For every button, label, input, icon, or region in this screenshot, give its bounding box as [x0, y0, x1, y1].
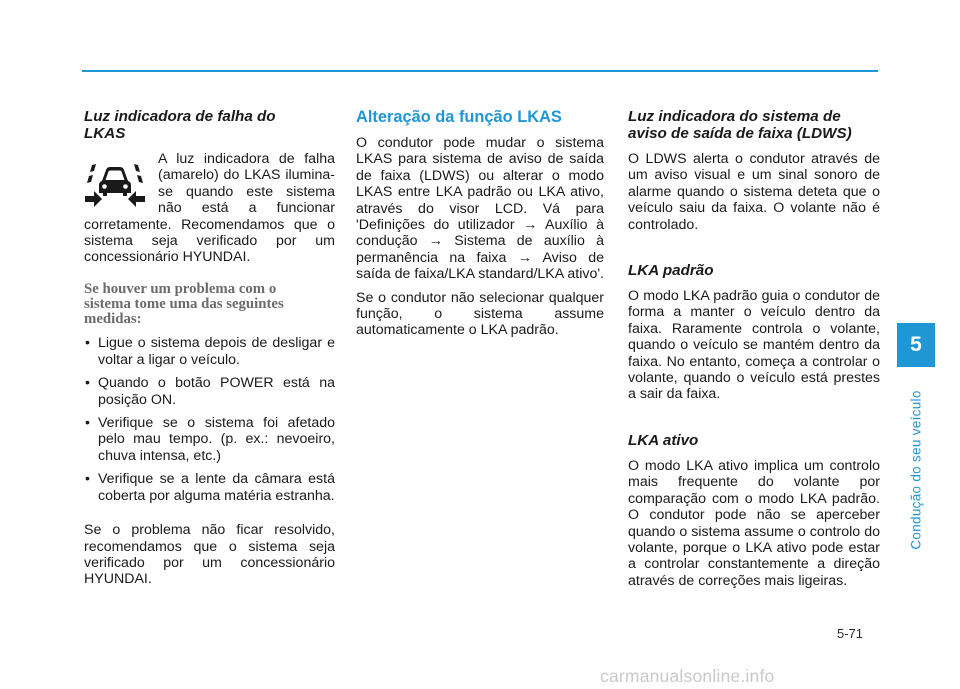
heading-line-2: aviso de saída de faixa (LDWS) — [628, 125, 852, 142]
subheading-line-3: medidas: — [84, 311, 142, 328]
list-item: • Quando o botão POWER está na posição ON. — [84, 375, 335, 408]
lka-standard-paragraph: O modo LKA padrão guia o condutor de forma a manter o veículo dentro da faixa. Raramente controla o volante, quando o veículo se mantém dentro da faixa. No entanto, começa a controlar o volante, quando o veículo está prestes a sair da faixa. — [628, 288, 880, 403]
subheading-line-2: sistema tome uma das seguintes — [84, 296, 284, 313]
column-right — [628, 108, 880, 596]
unresolved-paragraph: Se o problema não ficar resolvido, recomendamos que o sistema seja verificado por um concessionário HYUNDAI. — [84, 522, 335, 588]
chapter-label: Condução do seu veículo — [908, 390, 924, 550]
chapter-tab: 5 — [897, 323, 935, 367]
top-rule — [82, 70, 878, 72]
lka-active-paragraph: O modo LKA ativo implica um controlo mais frequente do volante por comparação com o modo LKA padrão. O condutor pode não se aperceber quando o sistema assume o controlo do volante, porque o LKA ativo pode estar a controlar constantemente a direção através de correções mais ligeiras. — [628, 457, 880, 589]
heading-line-1: Luz indicadora de falha do — [84, 108, 276, 125]
heading-lkas-change: Alteração da função LKAS — [356, 108, 562, 126]
heading-lkas-fault — [84, 108, 335, 142]
heading-line-2: LKAS — [84, 125, 126, 142]
page-number: 5-71 — [837, 626, 864, 641]
list-item: • Verifique se o sistema foi afetado pelo mau tempo. (p. ex.: nevoeiro, chuva intensa, etc.) — [84, 415, 335, 464]
heading-ldws — [628, 108, 880, 142]
column-left — [84, 108, 335, 595]
lkas-fault-paragraph: A luz indicadora de falha (amarelo) do LKAS ilumina-se quando este sistema não está a funcionar corretamente. Recomendamos que o sistema seja verificado por um concessionário HYUNDAI. — [84, 151, 335, 266]
heading-lka-active: LKA ativo — [628, 431, 699, 449]
watermark: carmanualsonline.info — [600, 666, 775, 686]
default-mode-paragraph: Se o condutor não selecionar qualquer função, o sistema assume automaticamente o LKA padrão. — [356, 289, 604, 339]
lkas-change-paragraph: O condutor pode mudar o sistema LKAS para sistema de aviso de saída de faixa (LDWS) ou alterar o modo LKAS entre LKA padrão ou LKA ativo, através do visor LCD. Vá para 'Definições do utilizador → Auxílio à condução → Sistema de auxílio à permanência na faixa → Aviso de saída de faixa/LKA standard/LKA ativo'. — [356, 135, 605, 283]
subheading-line-1: Se houver um problema com o — [84, 280, 277, 297]
measures-list — [84, 335, 335, 504]
heading-lka-standard: LKA padrão — [628, 262, 714, 280]
list-item: • Ligue o sistema depois de desligar e voltar a ligar o veículo. — [84, 335, 335, 368]
problem-subheading — [84, 282, 335, 328]
lkas-warning-icon — [84, 151, 146, 209]
list-item: • Verifique se a lente da câmara está coberta por alguma matéria estranha. — [84, 471, 335, 504]
column-middle — [356, 108, 604, 346]
ldws-paragraph: O LDWS alerta o condutor através de um aviso visual e um sinal sonoro de alarme quando o sistema deteta que o veículo saiu da faixa. O volante não é controlado. — [628, 151, 880, 233]
heading-line-1: Luz indicadora do sistema de — [628, 108, 841, 125]
